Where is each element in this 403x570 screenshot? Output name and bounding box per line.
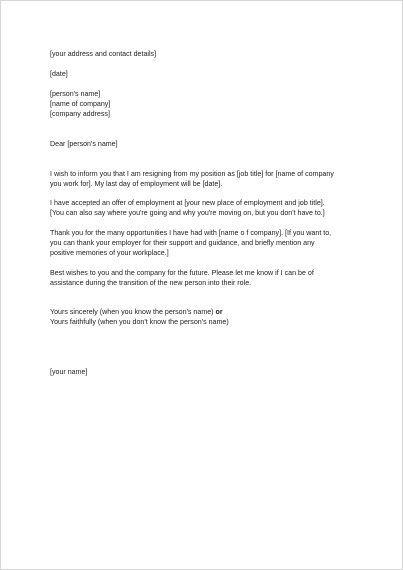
- closing-faithfully: Yours faithfully (when you don't know the person's name): [50, 318, 229, 326]
- paragraph-3-line-2: you can thank your employer for their support and guidance, and briefly mention any: [50, 239, 315, 247]
- paragraph-4-line-1: Best wishes to you and the company for the future. Please let me know if I can be of: [50, 269, 314, 277]
- paragraph-3-line-1: Thank you for the many opportunities I have had with [name o f company]. [If you want to,: [50, 229, 332, 237]
- sender-address: [your address and contact details]: [50, 50, 157, 58]
- paragraph-1-line-2: you work for]. My last day of employment will be [date].: [50, 180, 223, 188]
- paragraph-3-line-3: positive memories of your workplace.]: [50, 249, 169, 257]
- salutation: Dear [person's name]: [50, 140, 118, 148]
- recipient-address: [company address]: [50, 110, 110, 118]
- paragraph-1-line-1: I wish to inform you that I am resigning from my position as [job title] for [name of company: [50, 170, 334, 178]
- recipient-name: [person's name]: [50, 90, 101, 98]
- letter-date: [date]: [50, 70, 68, 78]
- paragraph-4-line-2: assistance during the transition of the new person into their role.: [50, 279, 252, 287]
- closing-or: or: [215, 308, 223, 316]
- paragraph-2-line-1: I have accepted an offer of employment at [your new place of employment and job title].: [50, 199, 325, 207]
- closing-sincerely-text: Yours sincerely (when you know the person's name): [50, 308, 214, 316]
- recipient-company: [name of company]: [50, 100, 111, 108]
- paragraph-2-line-2: [You can also say where you're going and why you're moving on, but you don't have to.]: [50, 209, 325, 217]
- closing-sincerely: [50, 308, 223, 318]
- signature-name: [your name]: [50, 368, 88, 376]
